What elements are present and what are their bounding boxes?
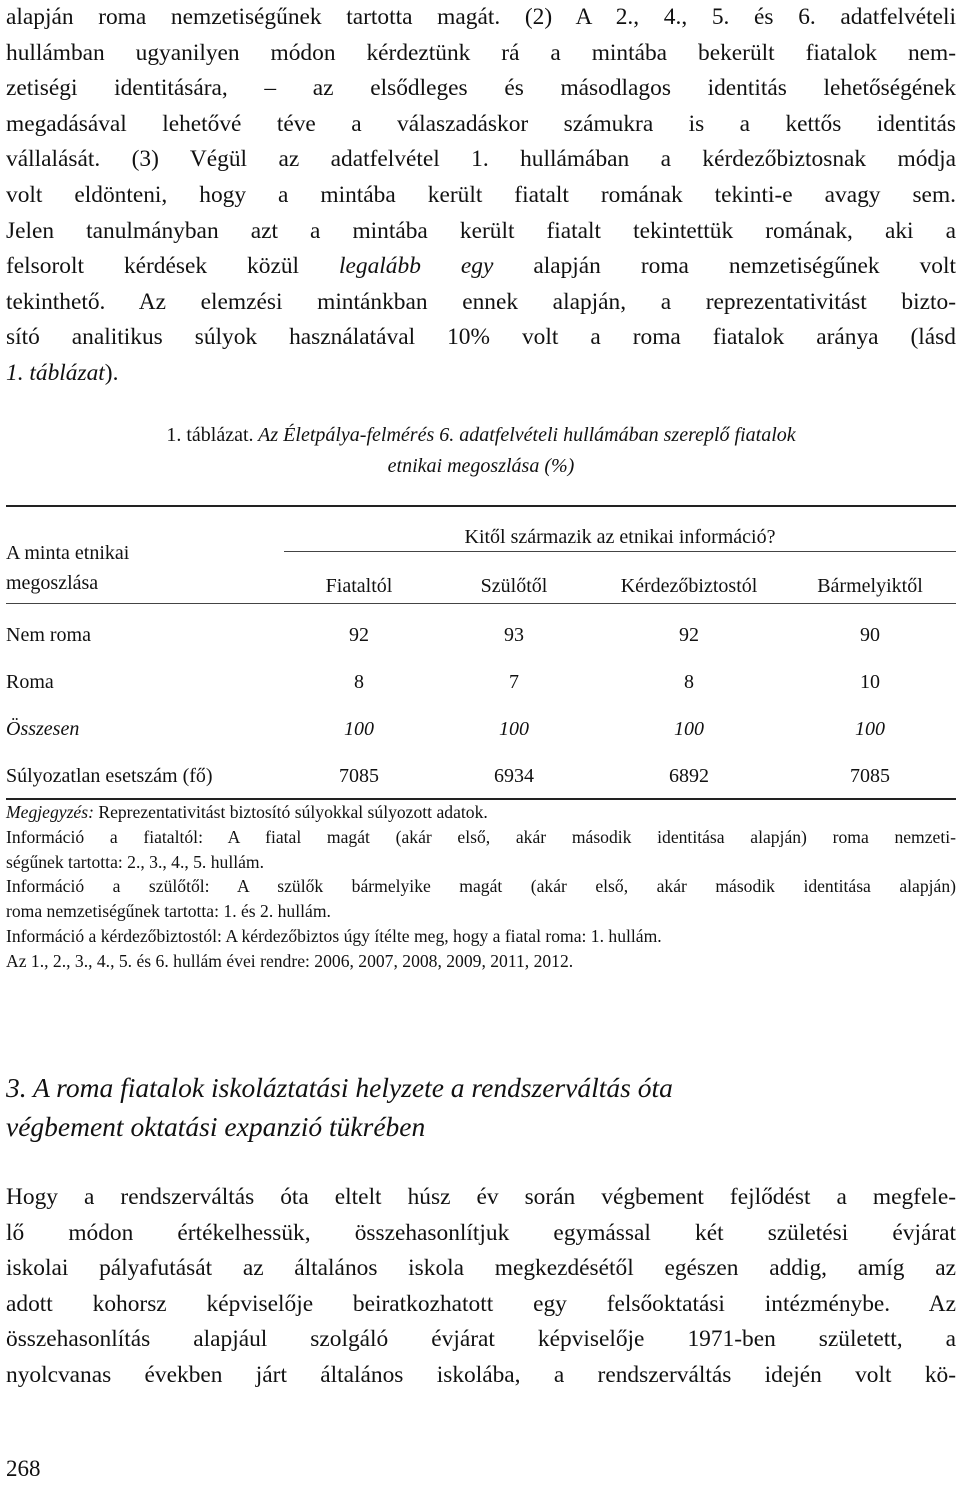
note-interviewer-source: Információ a kérdezőbiztostól: A kérdezőbiztos úgy ítélte meg, hogy a fiatal roma: 1. hullám. bbox=[6, 925, 662, 946]
table-number: 1. táblázat. bbox=[166, 424, 254, 446]
cell-value: 90 bbox=[860, 624, 880, 646]
group-header-cell: Kitől származik az etnikai információ? bbox=[464, 526, 776, 548]
table-header-row bbox=[6, 506, 956, 552]
text-line: tekinthető. Az elemzési mintánkban ennek alapján, a reprezentativitást bizto- bbox=[6, 288, 956, 315]
cell-value: 7 bbox=[509, 671, 519, 693]
note-parent-source: Információ a szülőtől: A szülők bármelyike magát (akár első, akár második identitása alapján) roma nemzetiségűnek tartotta: 1. és 2. hullám. bbox=[6, 876, 956, 922]
cell-value: 100 bbox=[855, 718, 885, 740]
cell-value: 8 bbox=[684, 671, 694, 693]
text-line: sító analitikus súlyok használatával 10% volt a roma fiatalok aránya (lásd bbox=[6, 324, 956, 351]
row-label: Roma bbox=[6, 671, 54, 693]
text-line: alapján roma nemzetiségűnek tartotta magát. (2) A 2., 4., 5. és 6. adatfelvételi bbox=[6, 4, 956, 30]
text-line: zetiségi identitására, – az elsődleges és másodlagos identitás lehetőségének bbox=[6, 75, 956, 102]
table-row bbox=[6, 745, 956, 799]
cell-value: 100 bbox=[499, 718, 529, 740]
section-heading: 3. A roma fiatalok iskoláztatási helyzete a rendszerváltás óta végbement oktatási expanzió tükrében bbox=[6, 1072, 673, 1142]
intro-paragraph bbox=[6, 0, 956, 392]
cell-value: 100 bbox=[674, 718, 704, 740]
cell-value: 6892 bbox=[669, 765, 709, 787]
note-youth-source: Információ a fiataltól: A fiatal magát (akár első, akár második identitása alapján) roma nemzeti- ségűnek tartotta: 2., 3., 4., 5. hullám. bbox=[6, 826, 956, 872]
column-header: Fiataltól bbox=[284, 552, 434, 604]
text-line: Jelen tanulmányban azt a mintába került fiatalt tekintettük romának, aki a bbox=[6, 217, 956, 244]
column-header: Szülőtől bbox=[434, 552, 594, 604]
text-line: 1. táblázat). bbox=[6, 359, 119, 386]
text-line: vállalását. (3) Végül az adatfelvétel 1. hullámában a kérdezőbiztosnak módja bbox=[6, 146, 956, 173]
cell-value: 10 bbox=[860, 671, 880, 693]
row-label: Súlyozatlan esetszám (fő) bbox=[6, 765, 213, 787]
table-title-cont: etnikai megoszlása (%) bbox=[387, 455, 575, 477]
ethnicity-table bbox=[6, 505, 956, 800]
note-wave-years: Az 1., 2., 3., 4., 5. és 6. hullám évei rendre: 2006, 2007, 2008, 2009, 2011, 2012. bbox=[6, 950, 574, 971]
table-row bbox=[6, 604, 956, 652]
note-weighting: Megjegyzés: Reprezentativitást biztosító súlyokkal súlyozott adatok. bbox=[6, 802, 488, 822]
section-paragraph bbox=[6, 1180, 956, 1394]
note-label: Megjegyzés: bbox=[6, 802, 94, 822]
text-line: nyolcvanas években járt általános iskolába, a rendszerváltás idején volt kö- bbox=[6, 1361, 956, 1388]
text-line: lő módon értékelhessük, összehasonlítjuk egymással két születési évjárat bbox=[6, 1219, 956, 1246]
table-row bbox=[6, 651, 956, 698]
column-header: Bármelyiktől bbox=[784, 552, 956, 604]
cell-value: 92 bbox=[349, 624, 369, 646]
table-notes bbox=[6, 800, 956, 974]
row-header-cell: A minta etnikai megoszlása bbox=[6, 542, 130, 594]
text-line: felsorolt kérdések közül legalább egy alapján roma nemzetiségűnek volt bbox=[6, 253, 956, 280]
table-title: Az Életpálya-felmérés 6. adatfelvételi hullámában szereplő fiatalok bbox=[253, 424, 796, 446]
text-line: iskolai pályafutását az általános iskola megkezdésétől egészen addig, amíg az bbox=[6, 1255, 956, 1282]
cell-value: 93 bbox=[504, 624, 524, 646]
row-label: Összesen bbox=[6, 718, 80, 740]
text-line: adott kohorsz képviselője beiratkozhatott egy felsőoktatási intézménybe. Az bbox=[6, 1290, 956, 1317]
table-caption bbox=[6, 420, 956, 482]
text-line: összehasonlítás alapjául szolgáló évjárat képviselője 1971-ben született, a bbox=[6, 1326, 956, 1353]
cell-value: 7085 bbox=[339, 765, 379, 787]
text-line: megadásával lehetővé téve a válaszadáskor számukra is a kettős identitás bbox=[6, 110, 956, 137]
page-number: 268 bbox=[6, 1456, 41, 1481]
cell-value: 6934 bbox=[494, 765, 534, 787]
row-label: Nem roma bbox=[6, 624, 91, 646]
cell-value: 92 bbox=[679, 624, 699, 646]
table-reference: 1. táblázat bbox=[6, 359, 105, 386]
text-line: hullámban ugyanilyen módon kérdeztünk rá a mintába bekerült fiatalok nem- bbox=[6, 39, 956, 66]
text-line: Hogy a rendszerváltás óta eltelt húsz év során végbement fejlődést a megfele- bbox=[6, 1184, 956, 1210]
cell-value: 100 bbox=[344, 718, 374, 740]
cell-value: 8 bbox=[354, 671, 364, 693]
text-line: volt eldönteni, hogy a mintába került fiatalt romának tekinti-e avagy sem. bbox=[6, 181, 956, 208]
column-header: Kérdezőbiztostól bbox=[594, 552, 784, 604]
table-row bbox=[6, 698, 956, 745]
cell-value: 7085 bbox=[850, 765, 890, 787]
emphasis: legalább egy bbox=[339, 253, 494, 280]
